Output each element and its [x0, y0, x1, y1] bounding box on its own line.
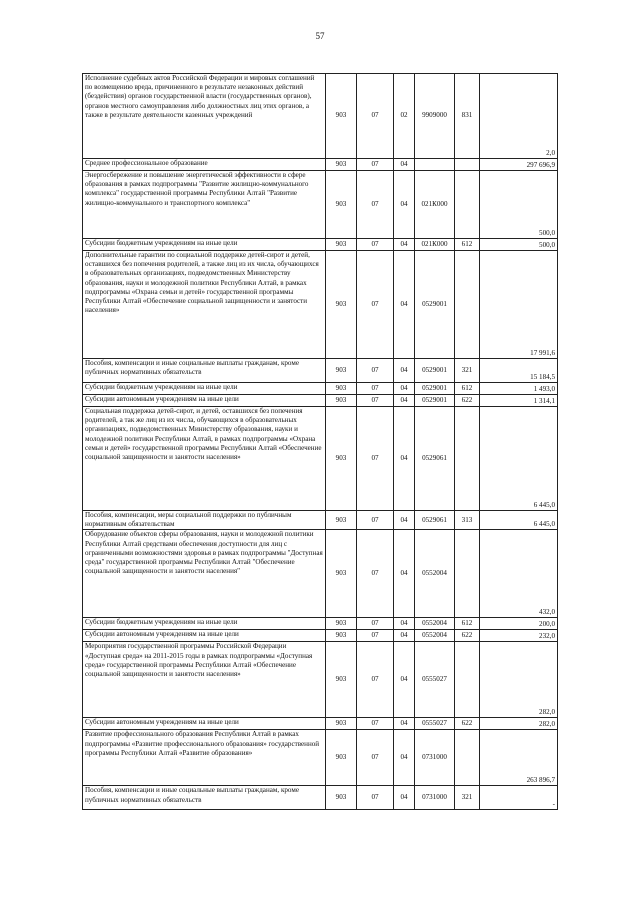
table-row	[83, 383, 558, 395]
section-code-cell: 07	[357, 171, 394, 239]
row-name-cell: Энергосбережение и повышение энергетической эффективности в сфере образования в рамках подпрограммы "Развитие жилищно-коммунального комплекса" государственной программы Республики Алтай "Развитие жилищно-коммунального и транспортного комплекса"	[83, 171, 326, 239]
section-code-cell: 07	[357, 642, 394, 718]
ministry-code-cell: 903	[326, 642, 357, 718]
row-name-cell: Субсидии бюджетным учреждениям на иные цели	[83, 618, 326, 630]
subsection-code-cell: 04	[394, 395, 415, 407]
ministry-code-cell: 903	[326, 786, 357, 810]
table-row	[83, 395, 558, 407]
expense-type-cell: 321	[455, 359, 480, 383]
amount-cell: 500,0	[480, 239, 558, 251]
target-article-cell: 0552004	[415, 618, 455, 630]
expense-type-cell	[455, 159, 480, 171]
subsection-code-cell: 04	[394, 642, 415, 718]
section-code-cell: 07	[357, 239, 394, 251]
amount-cell: 6 445,0	[480, 511, 558, 530]
section-code-cell: 07	[357, 395, 394, 407]
section-code-cell: 07	[357, 630, 394, 642]
ministry-code-cell: 903	[326, 159, 357, 171]
ministry-code-cell: 903	[326, 530, 357, 618]
target-article-cell: 0529061	[415, 407, 455, 511]
target-article-cell: 0529001	[415, 251, 455, 359]
section-code-cell: 07	[357, 251, 394, 359]
ministry-code-cell: 903	[326, 630, 357, 642]
section-code-cell: 07	[357, 618, 394, 630]
row-name-cell: Оборудование объектов сферы образования, науки и молодежной политики Республики Алтай средствами обеспечения доступности для лиц с ограниченными возможностями здоровья в рамках подпрограммы "Доступная среда" государственной программы Республики Алтай "Обеспечение социальной защищенности и занятости населения"	[83, 530, 326, 618]
target-article-cell: 0552004	[415, 530, 455, 618]
section-code-cell: 07	[357, 718, 394, 730]
amount-cell: 282,0	[480, 642, 558, 718]
ministry-code-cell: 903	[326, 511, 357, 530]
section-code-cell: 07	[357, 359, 394, 383]
subsection-code-cell: 04	[394, 407, 415, 511]
subsection-code-cell: 04	[394, 171, 415, 239]
table-row	[83, 786, 558, 810]
amount-cell: -	[480, 786, 558, 810]
ministry-code-cell: 903	[326, 407, 357, 511]
subsection-code-cell: 04	[394, 511, 415, 530]
row-name-cell: Субсидии бюджетным учреждениям на иные цели	[83, 383, 326, 395]
budget-table-body	[83, 74, 558, 810]
expense-type-cell: 313	[455, 511, 480, 530]
target-article-cell: 0529061	[415, 511, 455, 530]
ministry-code-cell: 903	[326, 618, 357, 630]
row-name-cell: Социальная поддержка детей-сирот, и детей, оставшихся без попечения родителей, а так же лиц из их числа, обучающихся в образовательных организациях, подведомственных Министерству образования, науки и молодежной политики Республики Алтай, в рамках подпрограммы «Охрана семьи и детей» государственной программы Республики Алтай «Обеспечение социальной защищенности и занятости населения»	[83, 407, 326, 511]
amount-cell: 17 991,6	[480, 251, 558, 359]
subsection-code-cell: 04	[394, 618, 415, 630]
subsection-code-cell: 02	[394, 74, 415, 159]
amount-cell: 6 445,0	[480, 407, 558, 511]
row-name-cell: Субсидии бюджетным учреждениям на иные цели	[83, 239, 326, 251]
subsection-code-cell: 04	[394, 730, 415, 786]
amount-cell: 2,0	[480, 74, 558, 159]
table-row	[83, 642, 558, 718]
ministry-code-cell: 903	[326, 359, 357, 383]
expense-type-cell: 622	[455, 718, 480, 730]
expense-type-cell	[455, 251, 480, 359]
expense-type-cell: 622	[455, 395, 480, 407]
expense-type-cell: 622	[455, 630, 480, 642]
ministry-code-cell: 903	[326, 171, 357, 239]
table-row	[83, 511, 558, 530]
expense-type-cell: 321	[455, 786, 480, 810]
table-row	[83, 74, 558, 159]
target-article-cell: 0555027	[415, 642, 455, 718]
target-article-cell: 0529001	[415, 395, 455, 407]
expense-type-cell	[455, 530, 480, 618]
expense-type-cell	[455, 407, 480, 511]
subsection-code-cell: 04	[394, 239, 415, 251]
ministry-code-cell: 903	[326, 251, 357, 359]
table-row	[83, 630, 558, 642]
expense-type-cell	[455, 730, 480, 786]
target-article-cell: 0529001	[415, 383, 455, 395]
section-code-cell: 07	[357, 730, 394, 786]
expense-type-cell: 612	[455, 618, 480, 630]
section-code-cell: 07	[357, 383, 394, 395]
table-row	[83, 359, 558, 383]
amount-cell: 200,0	[480, 618, 558, 630]
amount-cell: 297 696,9	[480, 159, 558, 171]
table-row	[83, 159, 558, 171]
target-article-cell: 0555027	[415, 718, 455, 730]
amount-cell: 263 896,7	[480, 730, 558, 786]
section-code-cell: 07	[357, 530, 394, 618]
amount-cell: 15 184,5	[480, 359, 558, 383]
subsection-code-cell: 04	[394, 786, 415, 810]
expense-type-cell: 612	[455, 239, 480, 251]
section-code-cell: 07	[357, 159, 394, 171]
row-name-cell: Дополнительные гарантии по социальной поддержке детей-сирот и детей, оставшихся без попечения родителей, а также лиц из их числа, обучающихся в образовательных организациях, подведомственных Министерству образования, науки и молодежной политики Республики Алтай, в рамках подпрограммы «Охрана семьи и детей» государственной программы Республики Алтай «Обеспечение социальной защищенности и занятости населения»	[83, 251, 326, 359]
amount-cell: 232,0	[480, 630, 558, 642]
ministry-code-cell: 903	[326, 239, 357, 251]
row-name-cell: Исполнение судебных актов Российской Федерации и мировых соглашений по возмещению вреда, причиненного в результате незаконных действий (бездействия) органов государственной власти (государственных органов), органов местного самоуправления либо должностных лиц этих органов, а также в результате деятельности казенных учреждений	[83, 74, 326, 159]
subsection-code-cell: 04	[394, 251, 415, 359]
amount-cell: 1 493,0	[480, 383, 558, 395]
expense-type-cell: 612	[455, 383, 480, 395]
subsection-code-cell: 04	[394, 530, 415, 618]
table-row	[83, 530, 558, 618]
table-row	[83, 718, 558, 730]
expense-type-cell: 831	[455, 74, 480, 159]
amount-cell: 500,0	[480, 171, 558, 239]
subsection-code-cell: 04	[394, 159, 415, 171]
row-name-cell: Субсидии автономным учреждениям на иные цели	[83, 630, 326, 642]
table-row	[83, 407, 558, 511]
section-code-cell: 07	[357, 407, 394, 511]
target-article-cell: 021К000	[415, 239, 455, 251]
section-code-cell: 07	[357, 74, 394, 159]
table-row	[83, 251, 558, 359]
amount-cell: 1 314,1	[480, 395, 558, 407]
ministry-code-cell: 903	[326, 395, 357, 407]
subsection-code-cell: 04	[394, 359, 415, 383]
amount-cell: 282,0	[480, 718, 558, 730]
row-name-cell: Субсидии автономным учреждениям на иные цели	[83, 718, 326, 730]
section-code-cell: 07	[357, 786, 394, 810]
target-article-cell: 0552004	[415, 630, 455, 642]
section-code-cell: 07	[357, 511, 394, 530]
subsection-code-cell: 04	[394, 630, 415, 642]
subsection-code-cell: 04	[394, 718, 415, 730]
ministry-code-cell: 903	[326, 730, 357, 786]
target-article-cell: 0529001	[415, 359, 455, 383]
table-row	[83, 730, 558, 786]
ministry-code-cell: 903	[326, 74, 357, 159]
subsection-code-cell: 04	[394, 383, 415, 395]
table-row	[83, 618, 558, 630]
row-name-cell: Пособия, компенсации, меры социальной поддержки по публичным нормативным обязательствам	[83, 511, 326, 530]
target-article-cell	[415, 159, 455, 171]
page-number: 57	[315, 31, 325, 41]
budget-table	[82, 73, 558, 810]
target-article-cell: 0731000	[415, 730, 455, 786]
expense-type-cell	[455, 171, 480, 239]
ministry-code-cell: 903	[326, 718, 357, 730]
row-name-cell: Пособия, компенсации и иные социальные выплаты гражданам, кроме публичных нормативных обязательств	[83, 359, 326, 383]
table-row	[83, 171, 558, 239]
amount-cell: 432,0	[480, 530, 558, 618]
row-name-cell: Развитие профессионального образования Республики Алтай в рамках подпрограммы «Развитие профессионального образования» государственной программы Республики Алтай «Развитие образования»	[83, 730, 326, 786]
row-name-cell: Пособия, компенсации и иные социальные выплаты гражданам, кроме публичных нормативных обязательств	[83, 786, 326, 810]
row-name-cell: Мероприятия государственной программы Российской Федерации «Доступная среда» на 2011-2015 годы в рамках подпрограммы «Доступная среда» государственной программы Республики Алтай «Обеспечение социальной защищенности и занятости населения»	[83, 642, 326, 718]
table-row	[83, 239, 558, 251]
row-name-cell: Среднее профессиональное образование	[83, 159, 326, 171]
target-article-cell: 0731000	[415, 786, 455, 810]
target-article-cell: 9909000	[415, 74, 455, 159]
target-article-cell: 021К000	[415, 171, 455, 239]
expense-type-cell	[455, 642, 480, 718]
ministry-code-cell: 903	[326, 383, 357, 395]
row-name-cell: Субсидии автономным учреждениям на иные цели	[83, 395, 326, 407]
